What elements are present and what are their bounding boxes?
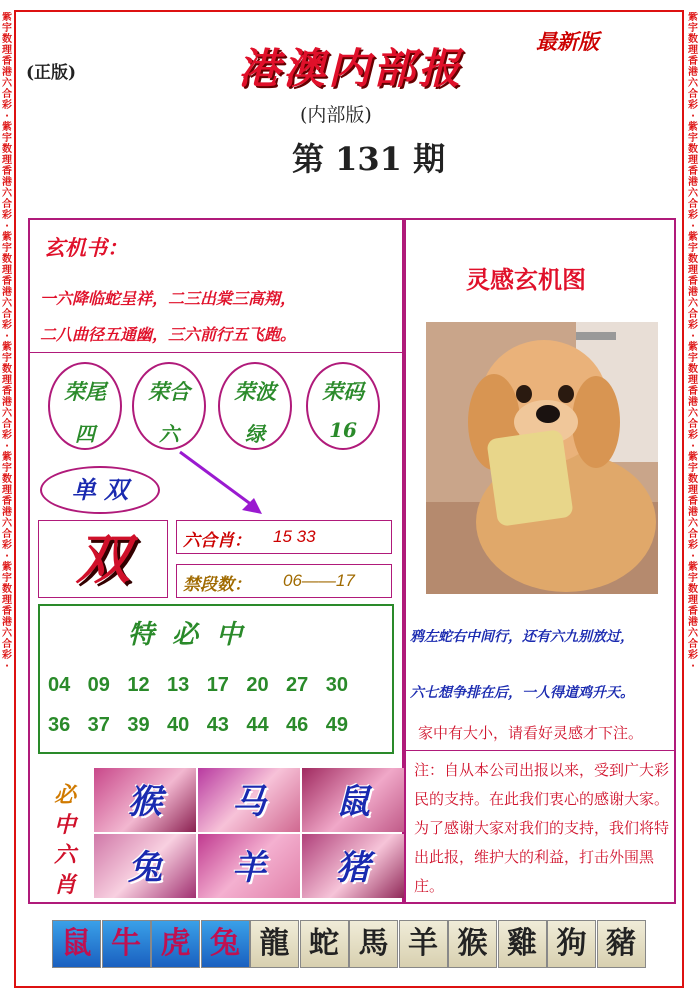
zodiac-bar-dog: 狗 [547, 920, 596, 968]
label-char: 肖 [53, 872, 76, 898]
page-title: 港澳内部报 [238, 44, 464, 93]
number: 36 [48, 714, 71, 736]
circle-title: 荣波 [234, 379, 276, 404]
number: 37 [87, 714, 110, 736]
zodiac-char: 兔 [128, 848, 162, 888]
number: 20 [246, 674, 269, 696]
number: 43 [206, 714, 229, 736]
number: 13 [167, 674, 190, 696]
tail-circle [48, 362, 122, 450]
edition-right: 最新版 [536, 29, 599, 54]
zodiac-bar-pig: 豬 [597, 920, 646, 968]
liuhe-label: 六合肖： [183, 531, 251, 551]
zodiac-cell-monkey [94, 768, 196, 832]
circle-title: 荣码 [322, 379, 364, 404]
verse-line-2: 二八曲径五通幽，三六前行五飞跑。 [40, 325, 297, 344]
subtitle: (内部版) [300, 104, 372, 126]
number: 09 [87, 674, 110, 696]
special-title: 特 必 中 [128, 620, 243, 650]
ban-shu-box [176, 564, 392, 598]
circle-value: 16 [329, 418, 357, 442]
number: 44 [246, 714, 269, 736]
divider [406, 750, 674, 751]
zodiac-bar-rooster: 雞 [498, 920, 547, 968]
zodiac-char: 猪 [336, 848, 370, 888]
zodiac-bar-goat: 羊 [399, 920, 448, 968]
circle-title: 荣合 [148, 379, 190, 404]
ban-shu-label: 禁段数： [183, 575, 251, 595]
special-row-2 [48, 714, 348, 737]
zodiac-char: 猴 [128, 782, 162, 822]
label-char: 必 [53, 782, 76, 808]
zodiac-bar-rat: 鼠 [52, 920, 101, 968]
edition-left: (正版) [26, 63, 77, 83]
number-circle [306, 362, 380, 450]
zodiac-bar-horse: 馬 [349, 920, 398, 968]
zodiac-cell-rat [302, 768, 404, 832]
notice-text: 注：自从本公司出报以来，受到广大彩民的支持。在此我们衷心的感谢大家。为了感谢大家对我们的支持，我们将特出此报，维护大的利益，打击外围黑庄。 [414, 762, 670, 895]
zodiac-bar-snake: 蛇 [300, 920, 349, 968]
zodiac-char: 羊 [232, 848, 266, 888]
number: 12 [127, 674, 150, 696]
zodiac-cell-horse [198, 768, 300, 832]
number: 17 [206, 674, 229, 696]
zodiac-bar-tiger: 虎 [151, 920, 200, 968]
odd-even-oval: 单 双 [40, 466, 160, 514]
zodiac-bar-monkey: 猴 [448, 920, 497, 968]
zodiac-bar-ox: 牛 [102, 920, 151, 968]
circle-value: 绿 [245, 422, 265, 446]
number: 39 [127, 714, 150, 736]
zodiac-char: 马 [232, 782, 266, 822]
label-char: 中 [53, 812, 76, 838]
zodiac-cell-goat [198, 834, 300, 898]
wave-circle [218, 362, 292, 450]
liuhe-box [176, 520, 392, 554]
issue-number: 第 131 期 [292, 140, 446, 178]
number: 40 [167, 714, 190, 736]
verse-heading: 玄机书： [44, 235, 128, 260]
poem-line-2: 六七想争排在后，一人得道鸡升天。 [410, 685, 634, 701]
zodiac-bar-rabbit: 兔 [201, 920, 250, 968]
liuhe-value: 15 33 [273, 527, 316, 546]
label-char: 六 [53, 842, 76, 868]
zodiac-cell-rabbit [94, 834, 196, 898]
six-zodiac-label [48, 780, 82, 900]
hint-text: 家中有大小，请看好灵感才下注。 [418, 725, 644, 742]
right-heading: 灵感玄机图 [466, 265, 586, 294]
number: 46 [286, 714, 309, 736]
number: 49 [325, 714, 348, 736]
zodiac-char: 鼠 [336, 782, 370, 822]
number: 30 [325, 674, 348, 696]
zodiac-bar-dragon: 龍 [250, 920, 299, 968]
poem-line-1: 鸦左蛇右中间行，还有六九别放过， [410, 629, 634, 645]
puppy-image [426, 322, 658, 594]
circle-value: 六 [159, 422, 179, 446]
number: 04 [48, 674, 71, 696]
big-char-box [38, 520, 168, 598]
number: 27 [286, 674, 309, 696]
circle-value: 四 [75, 422, 95, 446]
verse-line-1: 一六降临蛇呈祥，二三出棠三高翔， [40, 289, 297, 308]
left-sidebar-strip: 紫 宇 数 理 香 港 六 合 彩 · 紫 宇 数 理 香 港 六 合 彩 · 紫 宇 数 理 香 港 六 合 彩 · 紫 宇 数 理 香 港 六 合 彩 · 紫 宇 数 理 香 港 六 合 彩 · 紫 宇 数 理 香 港 六 合 彩 · [2, 12, 12, 672]
sum-circle [132, 362, 206, 450]
special-row-1 [48, 674, 348, 697]
arrow-icon [176, 448, 266, 518]
right-sidebar-strip: 紫 宇 数 理 香 港 六 合 彩 · 紫 宇 数 理 香 港 六 合 彩 · 紫 宇 数 理 香 港 六 合 彩 · 紫 宇 数 理 香 港 六 合 彩 · 紫 宇 数 理 香 港 六 合 彩 · 紫 宇 数 理 香 港 六 合 彩 · [688, 12, 698, 672]
circle-title: 荣尾 [64, 379, 106, 404]
big-char: 双 [76, 527, 130, 591]
divider [30, 352, 402, 353]
zodiac-cell-pig [302, 834, 404, 898]
ban-shu-value: 06——17 [283, 571, 355, 590]
